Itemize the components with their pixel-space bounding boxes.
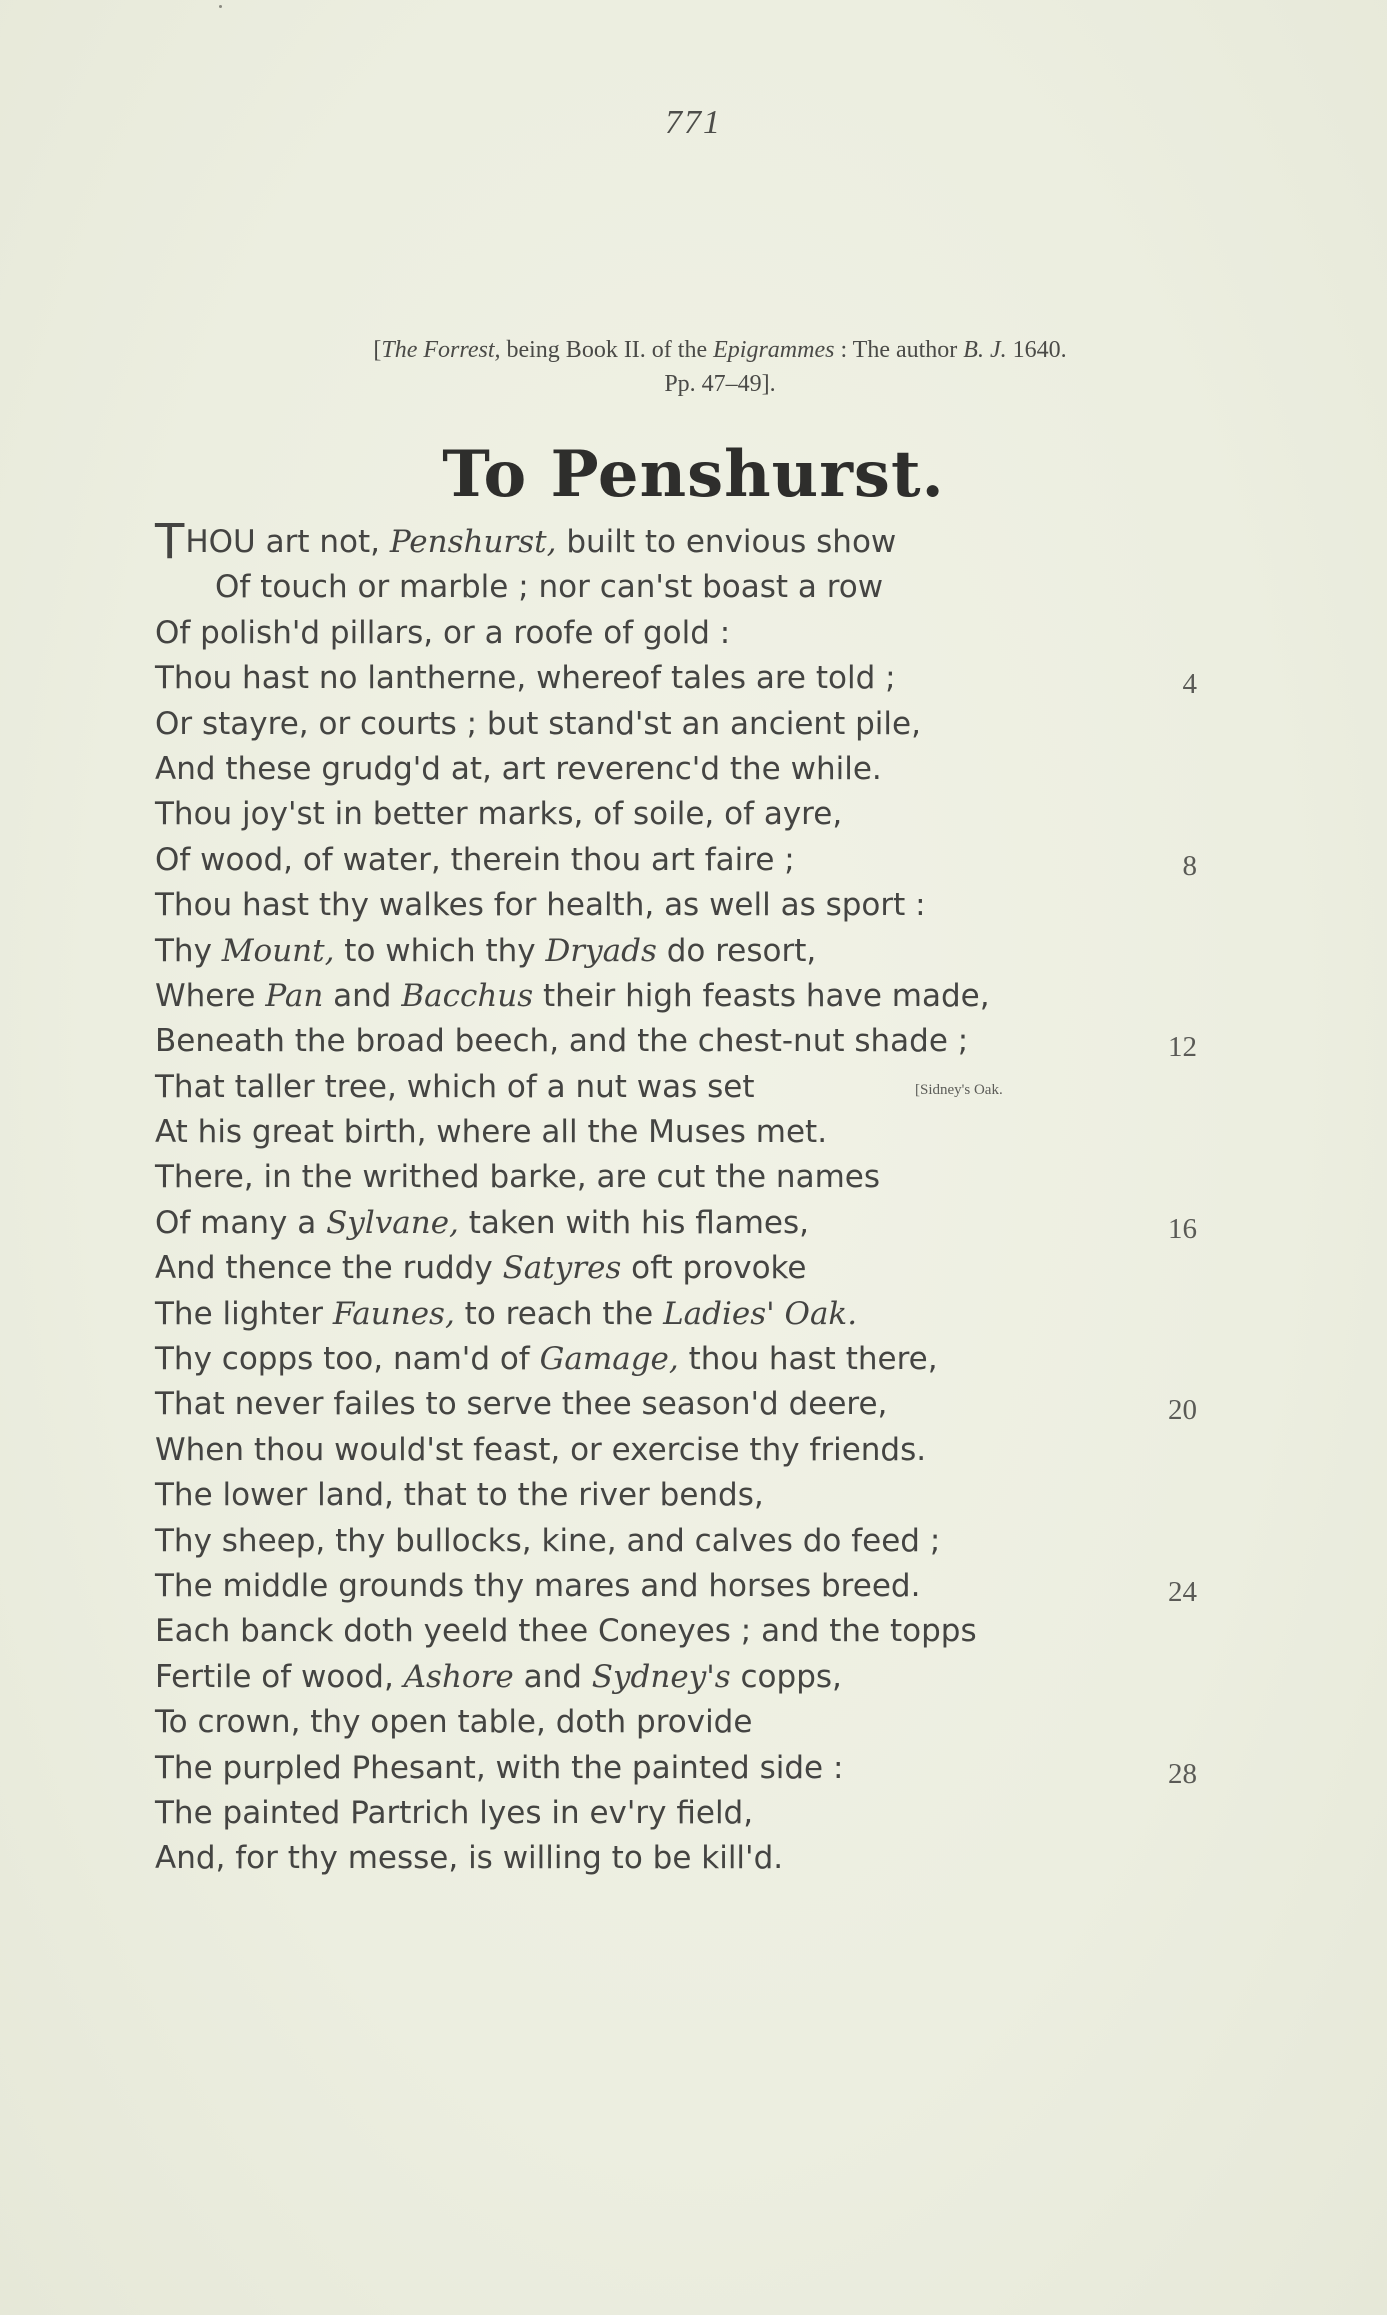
drop-cap: T [155,514,185,570]
line-text: to reach the [454,1295,664,1332]
line-text: Of touch or marble ; nor can'st boast a row [215,569,884,606]
line-italic: Mount, [221,932,335,969]
poem-line [155,1473,1235,1518]
line-text: The lighter [155,1295,333,1332]
line-text: There, in the writhed barke, are cut the names [155,1159,880,1196]
poem-line [155,1791,1235,1836]
poem-line [155,1564,1235,1609]
poem-line [155,747,1235,792]
line-text: Thou hast no lantherne, whereof tales are told ; [155,660,896,697]
line-text: To crown, thy open table, doth provide [155,1704,753,1741]
line-number: 20 [1168,1394,1197,1427]
ink-speck [219,5,222,8]
poem-line [155,1382,1235,1427]
line-text: The middle grounds thy mares and horses breed. [155,1567,921,1604]
poem-line [155,702,1235,747]
poem-line [155,1519,1235,1564]
poem-line [155,1337,1235,1382]
poem-line [155,1836,1235,1881]
line-text: The lower land, that to the river bends, [155,1477,764,1514]
line-italic: Satyres [502,1250,622,1287]
line-text: Of many a [155,1204,327,1241]
line-text: And these grudg'd at, art reverenc'd the while. [155,750,882,787]
line-text: and [323,977,402,1014]
poem-line [155,1246,1235,1291]
poem-line [155,1155,1235,1200]
poem-line [155,974,1235,1019]
poem-line [155,1746,1235,1791]
poem-line [155,929,1235,974]
line-text: Each banck doth yeeld thee Coneyes ; and the topps [155,1613,977,1650]
source-after: : The author [834,337,964,363]
poem-line [155,1065,1235,1110]
line-text: HOU art not, [185,524,390,560]
line-text: Thou joy'st in better marks, of soile, of ayre, [155,796,843,833]
line-italic: Gamage, [539,1341,679,1378]
poem-line [155,1019,1235,1064]
line-text: Thy [155,932,222,969]
poem-line [155,514,1235,570]
line-italic: Ashore [403,1658,514,1695]
poem-body [155,514,1235,1882]
poem-line [155,1428,1235,1473]
line-text: Where [155,977,266,1014]
poem-line [155,565,1235,610]
poem-line [155,1655,1235,1700]
line-text: and [513,1658,592,1695]
line-text: The purpled Phesant, with the painted side : [155,1749,844,1786]
line-text: At his great birth, where all the Muses met. [155,1114,828,1151]
line-number: 12 [1168,1031,1197,1064]
line-number: 28 [1168,1757,1197,1790]
margin-note: [Sidney's Oak. [915,1081,1003,1098]
source-year: 1640. [1006,337,1067,363]
line-text: thou hast there, [678,1341,938,1378]
poem-line [155,1292,1235,1337]
line-number: 4 [1182,668,1197,701]
line-italic: Sydney's [591,1658,731,1695]
line-italic: Bacchus [401,977,534,1014]
poem-line [155,1110,1235,1155]
line-italic: Pan [265,977,324,1014]
line-text: Of polish'd pillars, or a roofe of gold : [155,614,731,651]
page-number: 771 [665,104,722,141]
line-italic: Dryads [545,932,657,969]
line-number: 16 [1168,1212,1197,1245]
source-work: The Forrest, [381,337,501,363]
source-middle: being Book II. of the [500,337,714,363]
line-text: to which thy [334,932,546,969]
line-text: taken with his flames, [458,1204,810,1241]
line-text: When thou would'st feast, or exercise thy friends. [155,1431,927,1468]
line-text: do resort, [656,932,817,969]
line-text: Beneath the broad beech, and the chest-nut shade ; [155,1023,969,1060]
line-text: Or stayre, or courts ; but stand'st an ancient pile, [155,705,921,742]
line-text: Of wood, of water, therein thou art faire ; [155,841,795,878]
line-text: built to envious show [556,524,897,560]
line-text: And, for thy messe, is willing to be kill'd. [155,1840,784,1877]
line-italic: Penshurst, [389,524,557,560]
source-note [190,333,1250,401]
source-pages: Pp. 47–49]. [664,371,776,397]
line-text: That never failes to serve thee season'd deere, [155,1386,888,1423]
line-text: Thou hast thy walkes for health, as well as sport : [155,887,926,924]
line-text: That taller tree, which of a nut was set [155,1068,755,1105]
poem-line [155,838,1235,883]
poem-line [155,656,1235,701]
poem-line [155,611,1235,656]
line-text: Fertile of wood, [155,1658,404,1695]
poem-line [155,792,1235,837]
line-italic: Sylvane, [326,1204,459,1241]
line-text: their high feasts have made, [533,977,990,1014]
source-bracket: [ [373,337,382,363]
poem-line [155,1609,1235,1654]
source-author: B. J. [963,337,1007,363]
source-collection: Epigrammes [713,337,835,363]
poem-line [155,1700,1235,1745]
line-text: oft provoke [621,1250,807,1287]
line-text: copps, [730,1658,842,1695]
line-italic: Faunes, [332,1295,455,1332]
line-italic: Ladies' Oak. [663,1295,858,1332]
poem-line [155,883,1235,928]
line-number: 8 [1182,849,1197,882]
line-text: Thy sheep, thy bullocks, kine, and calves do feed ; [155,1522,941,1559]
line-text: And thence the ruddy [155,1250,503,1287]
poem-title: To Penshurst. [442,437,945,512]
poem-line [155,1201,1235,1246]
line-text: Thy copps too, nam'd of [155,1341,540,1378]
line-text: The painted Partrich lyes in ev'ry field, [155,1794,754,1831]
line-number: 24 [1168,1575,1197,1608]
